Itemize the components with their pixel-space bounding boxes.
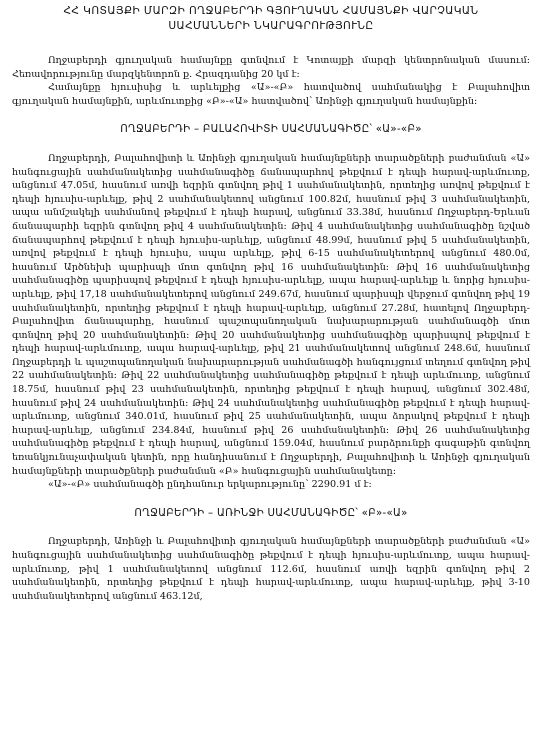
title-line-2: ՍԱՀՄԱՆՆԵՐԻ ՆԿԱՐԱԳՐՈՒԹՅՈՒՆԸ — [168, 20, 374, 32]
section-1-length: «Ա»-«Բ» սահմանագծի ընդհանուր երկարությունը՝ 2290.91 մ է: — [48, 479, 372, 491]
title-line-1: ՀՀ ԿՈՏԱՅՔԻ ՄԱՐԶԻ ՈՂՋԱԲԵՐԴԻ ԳՅՈՒՂԱԿԱՆ ՀԱՄԱՅՆՔԻ ՎԱՐՉԱԿԱՆ — [63, 5, 479, 17]
document-title — [12, 4, 530, 34]
intro-paragraph-2: Համայնքը հյուսիսից և արևելքից «Ա»-«Բ» հատվածով սահմանակից է Բալահովիտ գյուղական համայնքին, արևմուտքից «Բ»-«Ա» հատվածով՝ Առինջի գյուղական համայնքին: — [12, 82, 530, 107]
intro-paragraph-1: Ողջաբերդի գյուղական համայնքը գտնվում է Կոտայքի մարզի կենտրոնական մասում: Հեռավորությունը մարզկենտրոն ք. Հրազդանից 20 կմ է: — [12, 55, 530, 80]
section-1-heading: ՈՂՋԱԲԵՐԴԻ – ԲԱԼԱՀՈՎԻՏԻ ՍԱՀՄԱՆԱԳԻԾԸ՝ «Ա»-«Բ» — [120, 124, 422, 136]
section-2-heading: ՈՂՋԱԲԵՐԴԻ – ԱՌԻՆՋԻ ՍԱՀՄԱՆԱԳԻԾԸ՝ «Բ»-«Ա» — [134, 507, 408, 519]
section-2-body: Ողջաբերդի, Առինջի և Բալահովիտի գյուղական համայնքների տարածքների բաժանման «Ա» հանգուցային սահմանակետից սահմանագիծը թեքվում է դեպի հյուսիս-արևմուտք, ապա հարավ-արևմուտք, թիվ 1 սահմանակետով անցնում 112.6մ, հասնում առվի եզրին գտնվող թիվ 2 սահմանակետին, որտեղից թեքվում է դեպի հարավ-արևմուտք, ապա հարավ-արևելք, թիվ 3-10 սահմանակետերով անցնում 463.12մ, — [12, 536, 530, 602]
section-1-body: Ողջաբերդի, Բալահովիտի և Առինջի գյուղական համայնքների տարածքների բաժանման «Ա» հանգուցային սահմանակետից սահմանագիծը ճանապարհով թեքվում է դեպի հարավ-արևմուտք, անցնում 47.05մ, հասնում առվի եզրին գտնվող թիվ 1 սահմանակետին, որտեղից առվով թեքվում է դեպի հյուսիս-արևելք, թիվ 2 սահմանակետով անցնում 100.82մ, հասնում թիվ 3 սահմանակետին, ապա անմշակելի սահմանով թեքվում է դեպի հարավ, անցնում 33.38մ, հասնում Ողջաբերդ-Երևան ճանապարհի եզրին գտնվող թիվ 4 սահմանակետին: Թիվ 4 սահմանակետից սահմանագիծը նշված ճանապարհով թեքվում է դեպի հյուսիս-արևելք, անցնում 48.99մ, հասնում թիվ 5 սահմանակետին, առվով թեքվում է դեպի հյուսիս, ապա արևելք, թիվ 6-15 սահմանակետերով անցնում 480.0մ, հասնում Արծնեխի պարիսպի մոտ գտնվող թիվ 16 սահմանակետին: Թիվ 16 սահմանակետից սահմանագիծը պարիսպով թեքվում է դեպի հյուսիս-արևելք, ապա հարավ-արևելք և նորից հյուսիս-արևելք, թիվ 17,18 սահմանակետերով անցնում 249.67մ, հասնում պարիսպի վերջում գտնվող թիվ 19 սահմանակետին, որտեղից թեքվում է դեպի հարավ-արևելք, անցնում 27.28մ, հատելով Ողջաբերդ-Բալահովիտ ճանապարհը, հասնում պաշտպանողական նախարարության սահմանագծի մոտ գտնվող թիվ 20 սահմանակետին: Թիվ 20 սահմանակետից սահմանագիծը պարիսպով թեքվում է դեպի հարավ-արևմուտք, ապա հարավ-արևելք, թիվ 21 սահմանակետով անցնում 248.6մ, հասնում Ողջաբերդի և պաշտպանողական նախարարության սահմանագծի հանգույցում տեղում գտնվող թիվ 22 սահմանակետին: Թիվ 22 սահմանակետից սահմանագիծը թեքվում է դեպի արևմուտք, անցնում 18.75մ, հասնում թիվ 23 սահմանակետին, որտեղից թեքվում է դեպի հարավ, անցնում 302.48մ, հասնում թիվ 24 սահմանակետին: Թիվ 24 սահմանակետից սահմանագիծը թեքվում է դեպի հարավ-արևմուտք, անցնում 340.01մ, հասնում թիվ 25 սահմանակետին, ապա ձորակով թեքվում է դեպի հարավ-արևելք, անցնում 234.84մ, հասնում թիվ 26 սահմանակետին: Թիվ 26 սահմանակետից սահմանագիծը թեքվում է դեպի հարավ, անցնում 159.04մ, հասնում բարձրունքի գագաթին գտնվող եռանկյունաչափական կետին, որը հանդիսանում է Ողջաբերդի, Բալահովիտի և Առինջի գյուղական համայնքների տարածքների բաժանման «Բ» հանգուցային սահմանակետը: — [12, 152, 530, 477]
